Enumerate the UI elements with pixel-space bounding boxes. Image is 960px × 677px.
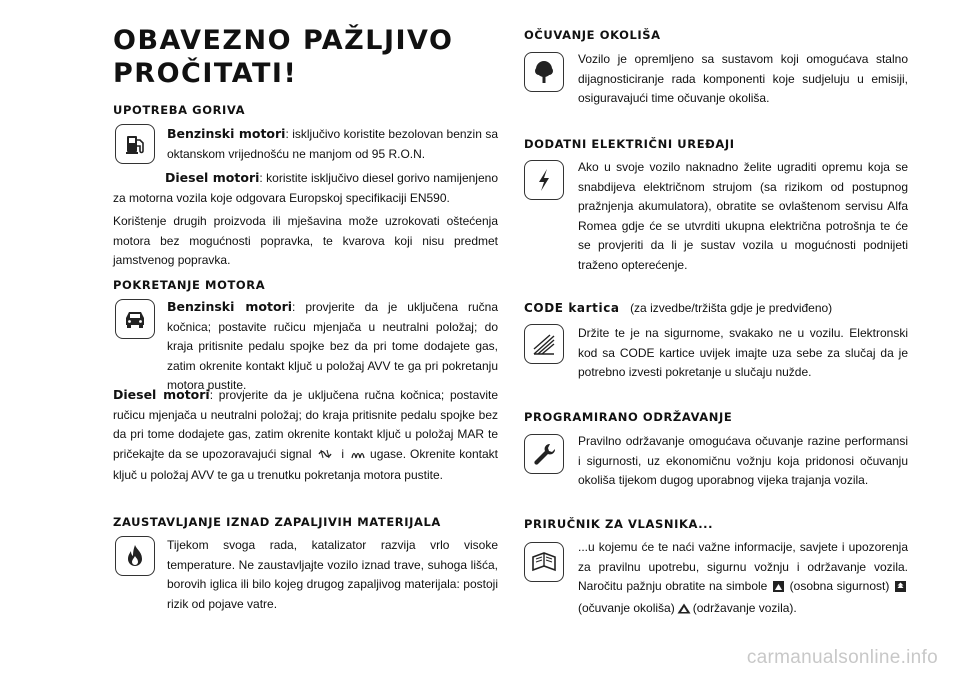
page-title-line-1: OBAVEZNO PAŽLJIVO	[113, 25, 454, 56]
fuel-diesel-body: : koristite isključivo diesel gorivo namijenjeno za motorna vozila koje odgovara Europskoj specifikaciji EN590.	[113, 171, 498, 205]
start-diesel-body-2: ugase. Okrenite kontakt ključ u položaj AVV te ga u trenutku pokretanja motora pustite.	[113, 446, 498, 483]
fuel-warning: Korištenje drugih proizvoda ili mješavina može uzrokovati oštećenja motora bez mogućnosti popravka, te kvarova koji nisu predmet jamstvenog popravka.	[113, 214, 498, 268]
environment-text: Vozilo je opremljeno sa sustavom koji omogućava stalno dijagnosticiranje rada komponenti koje sudjeluju u emisiji, osiguravajući time očuvanje okoliša.	[578, 52, 908, 106]
tree-icon	[524, 52, 564, 92]
start-diesel-body-1: : provjerite da je uključena ručna kočnica; postavite ručicu mjenjača u neutralni položaj; do kraja pritisnite pedalu spojke bez da pri tome dodajete gas, zatim okrenite kontakt ključ u položaj MAR te pričekajte da se upozoravajući signal	[113, 388, 498, 461]
maintenance-text: Pravilno održavanje omogućava očuvanje razine performansi i sigurnosti, uz ekonomičnu vožnju koja pridonosi očuvanju okoliša tijekom dugog uporabnog vijeka trajanja vozila.	[578, 434, 908, 488]
environment-symbol-icon	[895, 579, 906, 599]
fuel-petrol-text	[167, 124, 498, 164]
start-petrol-label: Benzinski motori	[167, 299, 293, 314]
manual-text-1: ...u kojemu će te naći važne informacije, savjete i upozorenja za pravilnu upotrebu, sigurnu vožnju i održavanje vozila. Naročitu pažnju obratite na simbole	[578, 540, 908, 594]
manual-text-2: (osobna sigurnost)	[789, 579, 890, 594]
fuel-petrol-body: : isključivo koristite bezolovan benzin sa oktanskom vrijednošću ne manjom od 95 R.O.N.	[167, 127, 498, 161]
card-icon	[524, 324, 564, 364]
injection-icon	[350, 447, 368, 467]
flame-icon	[115, 536, 155, 576]
watermark: carmanualsonline.info	[746, 647, 938, 668]
fuel-diesel-label: Diesel motori	[165, 170, 260, 185]
code-heading-line	[524, 299, 832, 319]
start-diesel-label: Diesel motori	[113, 387, 210, 402]
maintenance-symbol-icon	[677, 601, 691, 621]
book-icon	[524, 542, 564, 582]
person-icon	[773, 579, 784, 599]
parking-heading: ZAUSTAVLJANJE IZNAD ZAPALJIVIH MATERIJALA	[113, 515, 441, 529]
fuel-heading: UPOTREBA GORIVA	[113, 103, 246, 117]
fuel-petrol-label: Benzinski motori	[167, 126, 286, 141]
fuel-diesel-text	[113, 168, 498, 271]
page-title	[113, 24, 473, 90]
page-title-line-2: PROČITATI!	[113, 58, 298, 89]
code-text: Držite te je na sigurnome, svakako ne u vozilu. Elektronski kod sa CODE kartice uvijek imajte uza sebe za slučaj da je potrebno izvesti pokretanje u slučaju nužde.	[578, 326, 908, 380]
car-icon	[115, 299, 155, 339]
glow-plug-icon	[317, 447, 335, 467]
lightning-icon	[524, 160, 564, 200]
electrical-text: Ako u svoje vozilo naknadno želite ugraditi opremu koja se snabdijeva električnom strujom (sa rizikom od postupnog pražnjenja akumulatora), obratite se ovlaštenom servisu Alfa Romea gdje će se utvrditi ukupna električna potrošnja te će se provjeriti da li je sustav vozila u mogućnosti podnijeti traženo opterećenje.	[578, 160, 908, 272]
parking-text: Tijekom svoga rada, katalizator razvija vrlo visoke temperature. Ne zaustavljajte vozilo iznad trave, suhoga lišća, borovih iglica ili bilo kojeg drugog zapaljivog materijala: postoji rizik od pojave vatre.	[167, 538, 498, 611]
maintenance-heading: PROGRAMIRANO ODRŽAVANJE	[524, 410, 733, 424]
wrench-icon	[524, 434, 564, 474]
electrical-heading: DODATNI ELEKTRIČNI UREĐAJI	[524, 137, 735, 151]
start-diesel-text	[113, 385, 498, 486]
code-heading: CODE kartica	[524, 301, 620, 315]
manual-text	[578, 538, 908, 620]
fuel-pump-icon	[115, 124, 155, 164]
manual-text-3: (očuvanje okoliša)	[578, 600, 675, 615]
start-petrol-body: : provjerite da je uključena ručna kočnica; postavite ručicu mjenjača u neutralni položaj; do kraja pritisnite pedalu spojke bez da pri tome dodajete gas, zatim okrenite kontakt ključ u položaj AVV te ga pri pokretanju motora pustite.	[167, 300, 498, 393]
code-note: (za izvedbe/tržišta gdje je predviđeno)	[630, 301, 833, 315]
start-heading: POKRETANJE MOTORA	[113, 278, 266, 292]
environment-heading: OČUVANJE OKOLIŠA	[524, 28, 661, 42]
start-diesel-and: i	[341, 446, 345, 461]
start-petrol-text	[167, 297, 498, 396]
manual-text-4: (održavanje vozila).	[692, 600, 797, 615]
manual-heading: PRIRUČNIK ZA VLASNIKA...	[524, 517, 714, 531]
